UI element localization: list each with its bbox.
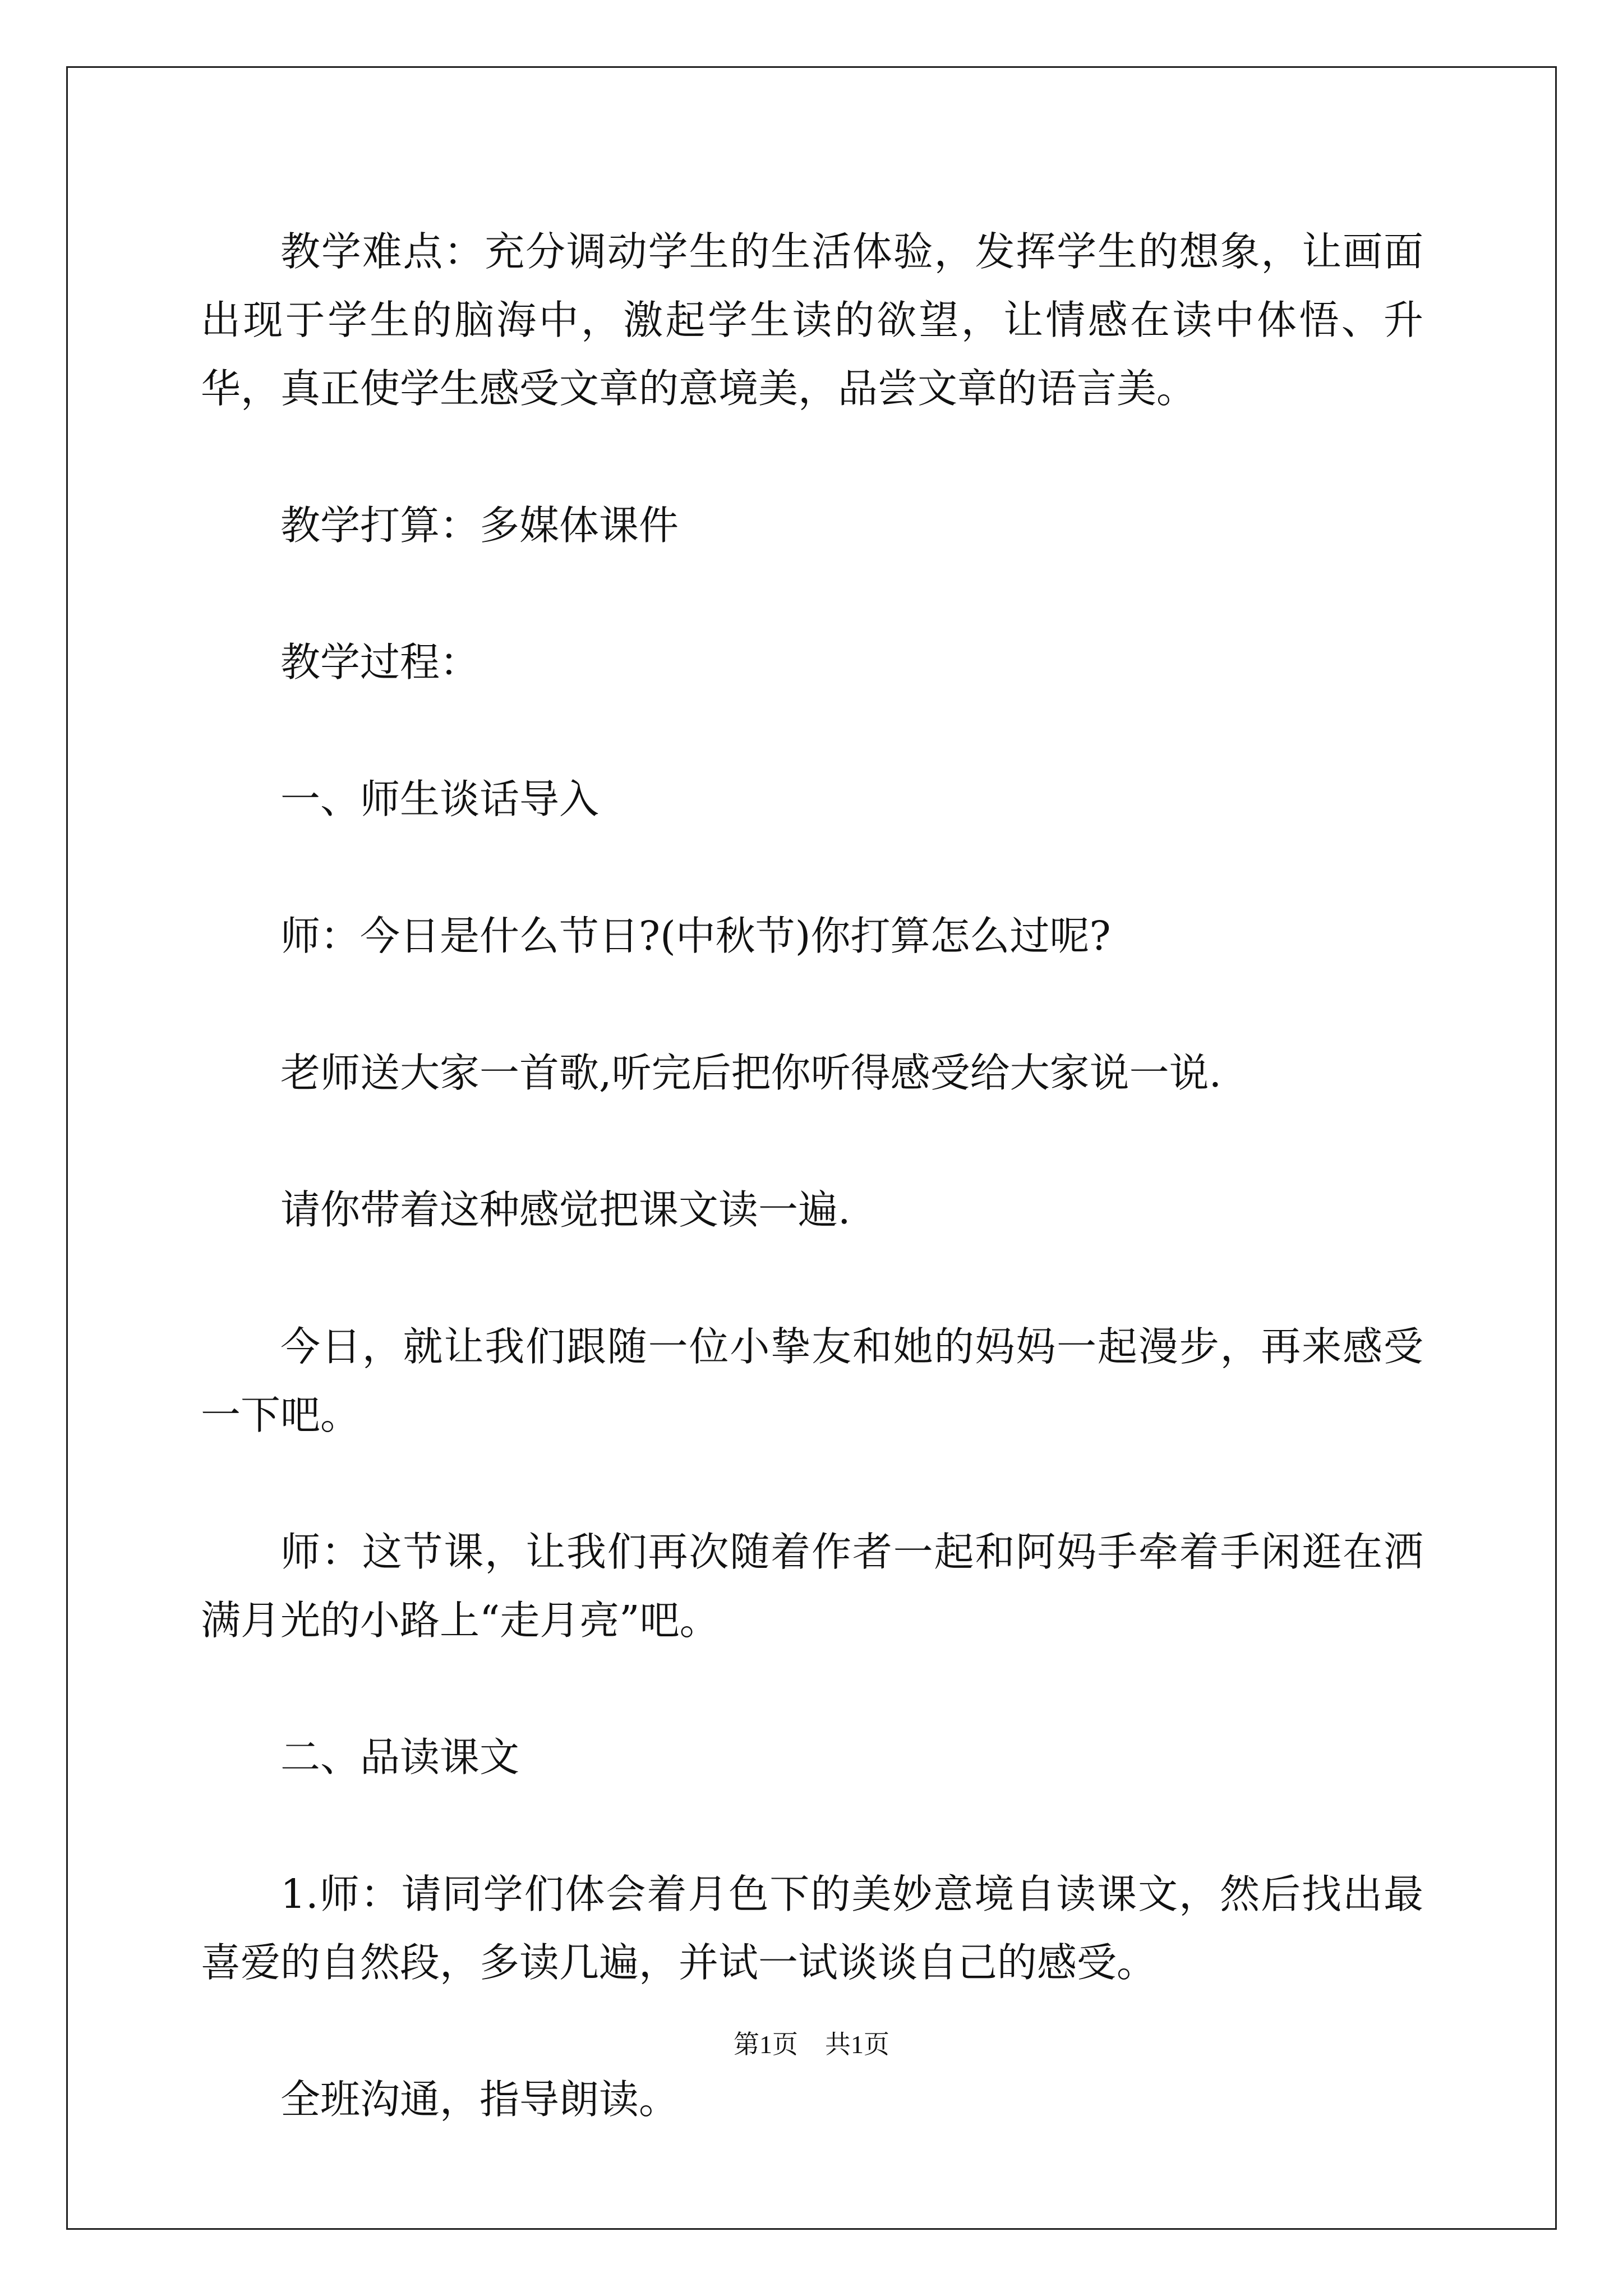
paragraph-teaching-process: 教学过程： xyxy=(280,639,480,685)
paragraph-class-discussion: 全班沟通，指导朗读。 xyxy=(280,2076,679,2123)
document-body xyxy=(201,218,1423,2202)
section-heading-reading: 二、品读课文 xyxy=(280,1734,520,1780)
page-footer xyxy=(0,2028,1623,2062)
paragraph-step-1: 1.师：请同学们体会着月色下的美妙意境自读课文，然后找出最喜爱的自然段，多读几遍，并试一试谈谈自己的感受。 xyxy=(201,1871,1423,1986)
page-total: 共1页 xyxy=(825,2030,889,2059)
page-number: 第1页 xyxy=(734,2030,798,2059)
paragraph-teaching-difficulty: 教学难点：充分调动学生的生活体验，发挥学生的想象，让画面出现于学生的脑海中，激起学生读的欲望，让情感在读中体悟、升华，真正使学生感受文章的意境美，品尝文章的语言美。 xyxy=(201,228,1423,412)
paragraph-teacher-question: 师：今日是什么节日?(中秋节)你打算怎么过呢? xyxy=(280,913,1111,959)
section-heading-intro: 一、师生谈话导入 xyxy=(280,776,600,822)
paragraph-song: 老师送大家一首歌,听完后把你听得感受给大家说一说. xyxy=(280,1050,1222,1096)
paragraph-today: 今日，就让我们跟随一位小挚友和她的妈妈一起漫步，再来感受一下吧。 xyxy=(201,1323,1423,1438)
paragraph-this-lesson: 师：这节课，让我们再次随着作者一起和阿妈手牵着手闲逛在洒满月光的小路上“走月亮”吧。 xyxy=(201,1529,1423,1644)
paragraph-teaching-preparation: 教学打算：多媒体课件 xyxy=(280,502,679,549)
paragraph-read-text: 请你带着这种感觉把课文读一遍. xyxy=(280,1186,851,1233)
